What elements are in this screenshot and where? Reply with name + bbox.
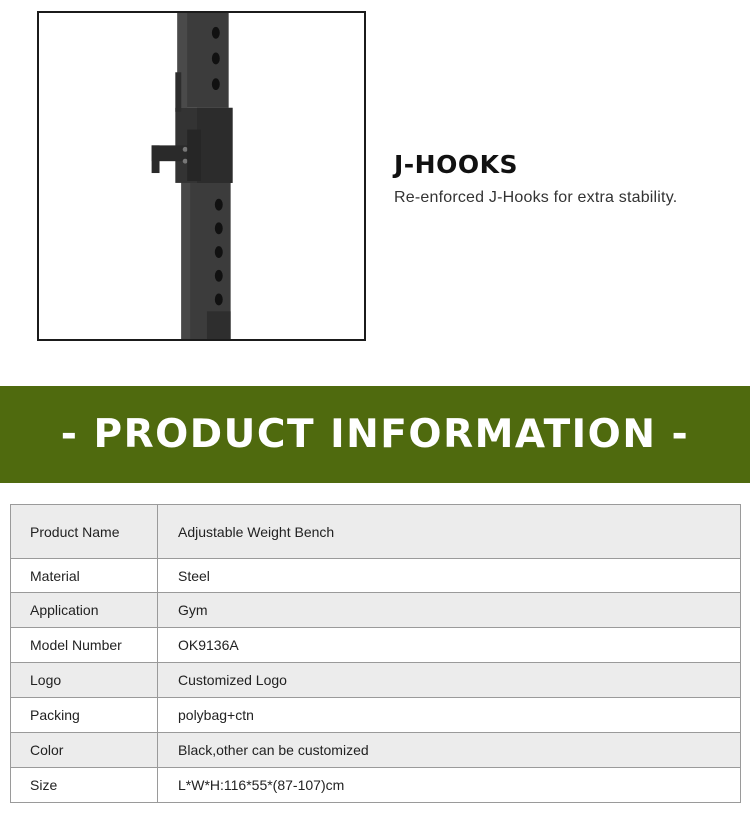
table-row <box>11 559 741 593</box>
product-information-banner <box>0 386 750 483</box>
spec-value: Adjustable Weight Bench <box>158 505 741 559</box>
spec-value: polybag+ctn <box>158 698 741 733</box>
spec-value: Steel <box>158 559 741 593</box>
feature-description: Re-enforced J-Hooks for extra stability. <box>394 189 678 206</box>
spec-label: Application <box>11 593 158 628</box>
table-row <box>11 733 741 768</box>
spec-label: Product Name <box>11 505 158 559</box>
table-row <box>11 593 741 628</box>
spec-table <box>10 504 741 803</box>
table-row <box>11 663 741 698</box>
banner-title: - PRODUCT INFORMATION - <box>60 412 690 457</box>
product-photo <box>37 11 366 341</box>
spec-label: Color <box>11 733 158 768</box>
spec-value: Black,other can be customized <box>158 733 741 768</box>
spec-label: Size <box>11 768 158 803</box>
table-row <box>11 628 741 663</box>
spec-label: Logo <box>11 663 158 698</box>
table-row <box>11 698 741 733</box>
j-hook-upright-photo <box>39 13 364 339</box>
feature-block <box>394 150 734 207</box>
spec-value: OK9136A <box>158 628 741 663</box>
spec-label: Material <box>11 559 158 593</box>
spec-value: Customized Logo <box>158 663 741 698</box>
spec-label: Packing <box>11 698 158 733</box>
table-row <box>11 768 741 803</box>
spec-value: Gym <box>158 593 741 628</box>
table-row <box>11 505 741 559</box>
feature-title: J-HOOKS <box>394 150 518 179</box>
spec-value: L*W*H:116*55*(87-107)cm <box>158 768 741 803</box>
spec-label: Model Number <box>11 628 158 663</box>
